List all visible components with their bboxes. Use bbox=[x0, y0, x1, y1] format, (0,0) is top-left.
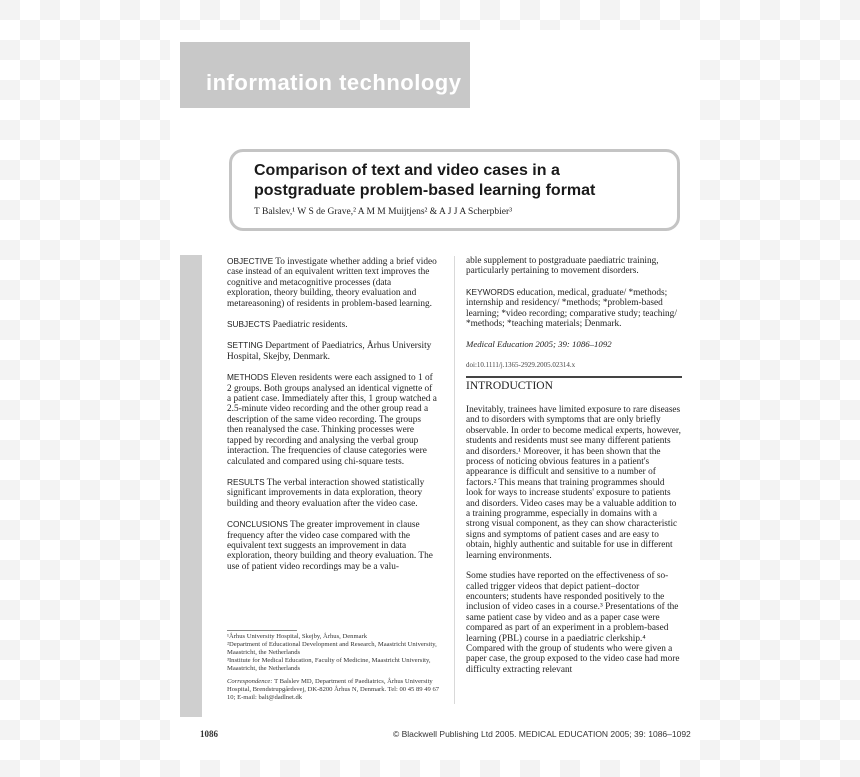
correspondence: Correspondence: T Balslev MD, Department of Paediatrics, Århus University Hospital, Brendstrupgårdsvej, DK-8200 Århus N, Denmark. Tel: 00 45 89 49 67 10; E-mail: balt@dadlnet.dk bbox=[227, 678, 440, 701]
journal-citation: Medical Education 2005; 39: 1086–1092 bbox=[466, 339, 612, 350]
page-number: 1086 bbox=[200, 729, 218, 739]
introduction-heading: INTRODUCTION bbox=[466, 380, 553, 392]
abstract-objective: OBJECTIVE To investigate whether adding a brief video case instead of an equivalent written text improves the cognitive and metacognitive processes (data exploration, theory building, theory evaluation and metareasoning) of residents in problem-based learning. bbox=[227, 256, 437, 309]
author-list: T Balslev,¹ W S de Grave,² A M M Muijtjens² & A J J A Scherpbier³ bbox=[254, 207, 513, 217]
column-divider bbox=[454, 256, 455, 704]
footnote-rule bbox=[227, 630, 297, 631]
abstract-setting: SETTING Department of Paediatrics, Århus University Hospital, Skejby, Denmark. bbox=[227, 340, 432, 362]
intro-paragraph: Inevitably, trainees have limited exposure to rare diseases and to disorders with symptoms that are only briefly observable. In order to become medical experts, however, students and residents must see many different patients and disorders.¹ Moreover, it has been shown that the process of noticing obvious features in a patient's appearance is difficult and sensitive to a number of factors.² This means that training programmes should look for ways to increase students' exposure to patients and disorders. Video cases may be a valuable addition to a training programme, especially in domains with a strong visual component, as they can show characteristic signs and symptoms of patient cases and are easy to obtain, highly authentic and suitable for use in different learning environments. bbox=[466, 405, 681, 561]
abstract-conclusions: CONCLUSIONS The greater improvement in clause frequency after the video case compared with the equivalent text suggests an improvement in data exploration, theory building and theory evaluation. The use of patient video recordings may be a valu- bbox=[227, 519, 433, 572]
footnote: ¹Århus University Hospital, Skejby, Århus, Denmark bbox=[227, 633, 368, 640]
abstract-sidebar-bar bbox=[180, 255, 202, 717]
abstract-column bbox=[227, 256, 438, 582]
abstract-results: RESULTS The verbal interaction showed statistically significant improvements in data exploration, theory building and theory evaluation after the video case. bbox=[227, 476, 425, 509]
abstract-subjects: SUBJECTS Paediatric residents. bbox=[227, 319, 348, 331]
section-label: information technology bbox=[206, 70, 462, 95]
doi: doi:10.1111/j.1365-2929.2005.02314.x bbox=[466, 360, 576, 369]
article-title: Comparison of text and video cases in a postgraduate problem-based learning format bbox=[254, 162, 596, 199]
introduction-rule bbox=[466, 376, 682, 378]
affiliation-footnotes bbox=[227, 633, 442, 702]
introduction-body bbox=[466, 405, 682, 685]
abstract-methods: METHODS Eleven residents were each assigned to 1 of 2 groups. Both groups analysed an identical vignette of a patient case. Immediately after this, 1 group watched a 2.5-minute video recording and the other group read a description of the same video recording. The groups then reanalysed the case. Thinking processes were tapped by recording and analysing the verbal group interaction. The frequencies of clause categories were calculated and compared using chi-square tests. bbox=[227, 372, 437, 467]
footnote: ²Department of Educational Development and Research, Maastricht University, Maastricht, the Netherlands bbox=[227, 641, 437, 656]
abstract-continued-column bbox=[466, 256, 682, 380]
intro-paragraph: Some studies have reported on the effectiveness of so-called trigger videos that depict patient–doctor encounters; students have responded positively to the inclusion of video cases in a course.³ Presentations of the same patient case by video and as a paper case were compared as part of an experiment in a problem-based learning (PBL) course in a paediatric clerkship.⁴ Compared with the group of students who were given a paper case, the group exposed to the video case had more difficulty extracting relevant bbox=[466, 571, 680, 675]
keywords: KEYWORDS education, medical, graduate/ *methods; internship and residency/ *methods; *problem-based learning; *video recording; comparative study; teaching/ *methods; *teaching materials; Denmark. bbox=[466, 286, 677, 330]
footer-copyright: © Blackwell Publishing Ltd 2005. MEDICAL EDUCATION 2005; 39: 1086–1092 bbox=[393, 729, 691, 739]
footnote: ³Institute for Medical Education, Faculty of Medicine, Maastricht University, Maastricht, the Netherlands bbox=[227, 657, 431, 672]
abstract-continued: able supplement to postgraduate paediatric training, particularly pertaining to movement disorders. bbox=[466, 256, 659, 277]
